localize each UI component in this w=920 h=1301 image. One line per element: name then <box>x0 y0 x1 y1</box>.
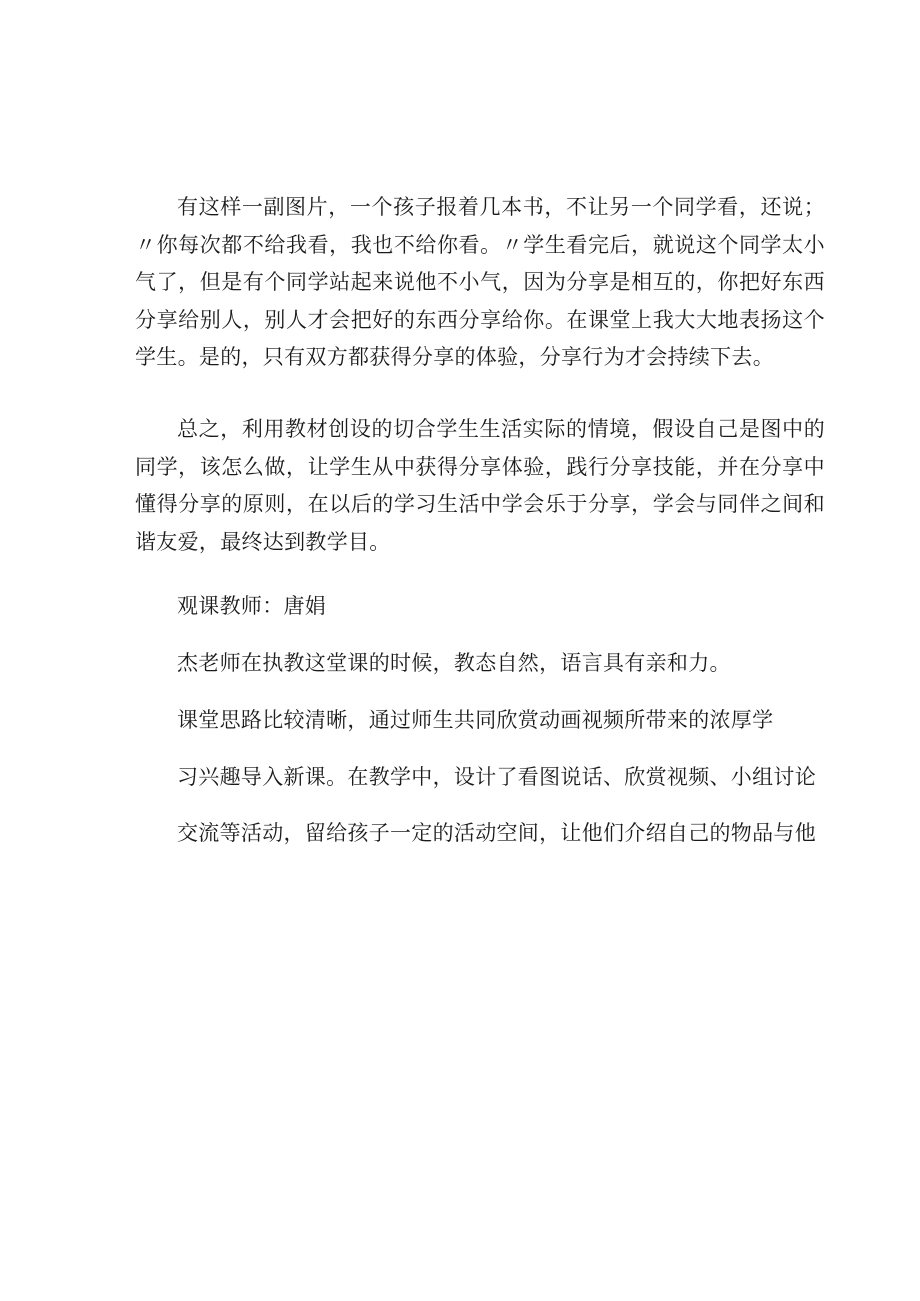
comment-line-3: 习兴趣导入新课。在教学中，设计了看图说话、欣赏视频、小组讨论 <box>177 765 816 789</box>
paragraph-sharing-story: 有这样一副图片，一个孩子报着几本书，不让另一个同学看，还说；〃你每次都不给我看，我也不给你看。〃学生看完后，就说这个同学太小气了，但是有个同学站起来说他不小气，因为分享是相互的，你把好东西分享给别人，别人才会把好的东西分享给你。在课堂上我大大地表扬这个学生。是的，只有双方都获得分享的体验，分享行为才会持续下去。 <box>135 195 825 369</box>
comment-line-4: 交流等活动，留给孩子一定的活动空间，让他们介绍自己的物品与他 <box>177 821 816 845</box>
comment-line-1: 杰老师在执教这堂课的时候，教态自然，语言具有亲和力。 <box>177 651 731 675</box>
comment-line-2: 课堂思路比较清晰，通过师生共同欣赏动画视频所带来的浓厚学 <box>177 708 774 732</box>
paragraph-summary: 总之，利用教材创设的切合学生生活实际的情境，假设自己是图中的同学，该怎么做，让学生从中获得分享体验，践行分享技能，并在分享中懂得分享的原则，在以后的学习生活中学会乐于分享，学会与同伴之间和谐友爱，最终达到教学目。 <box>135 417 825 554</box>
observer-teacher-line: 观课教师：唐娟 <box>177 594 327 618</box>
